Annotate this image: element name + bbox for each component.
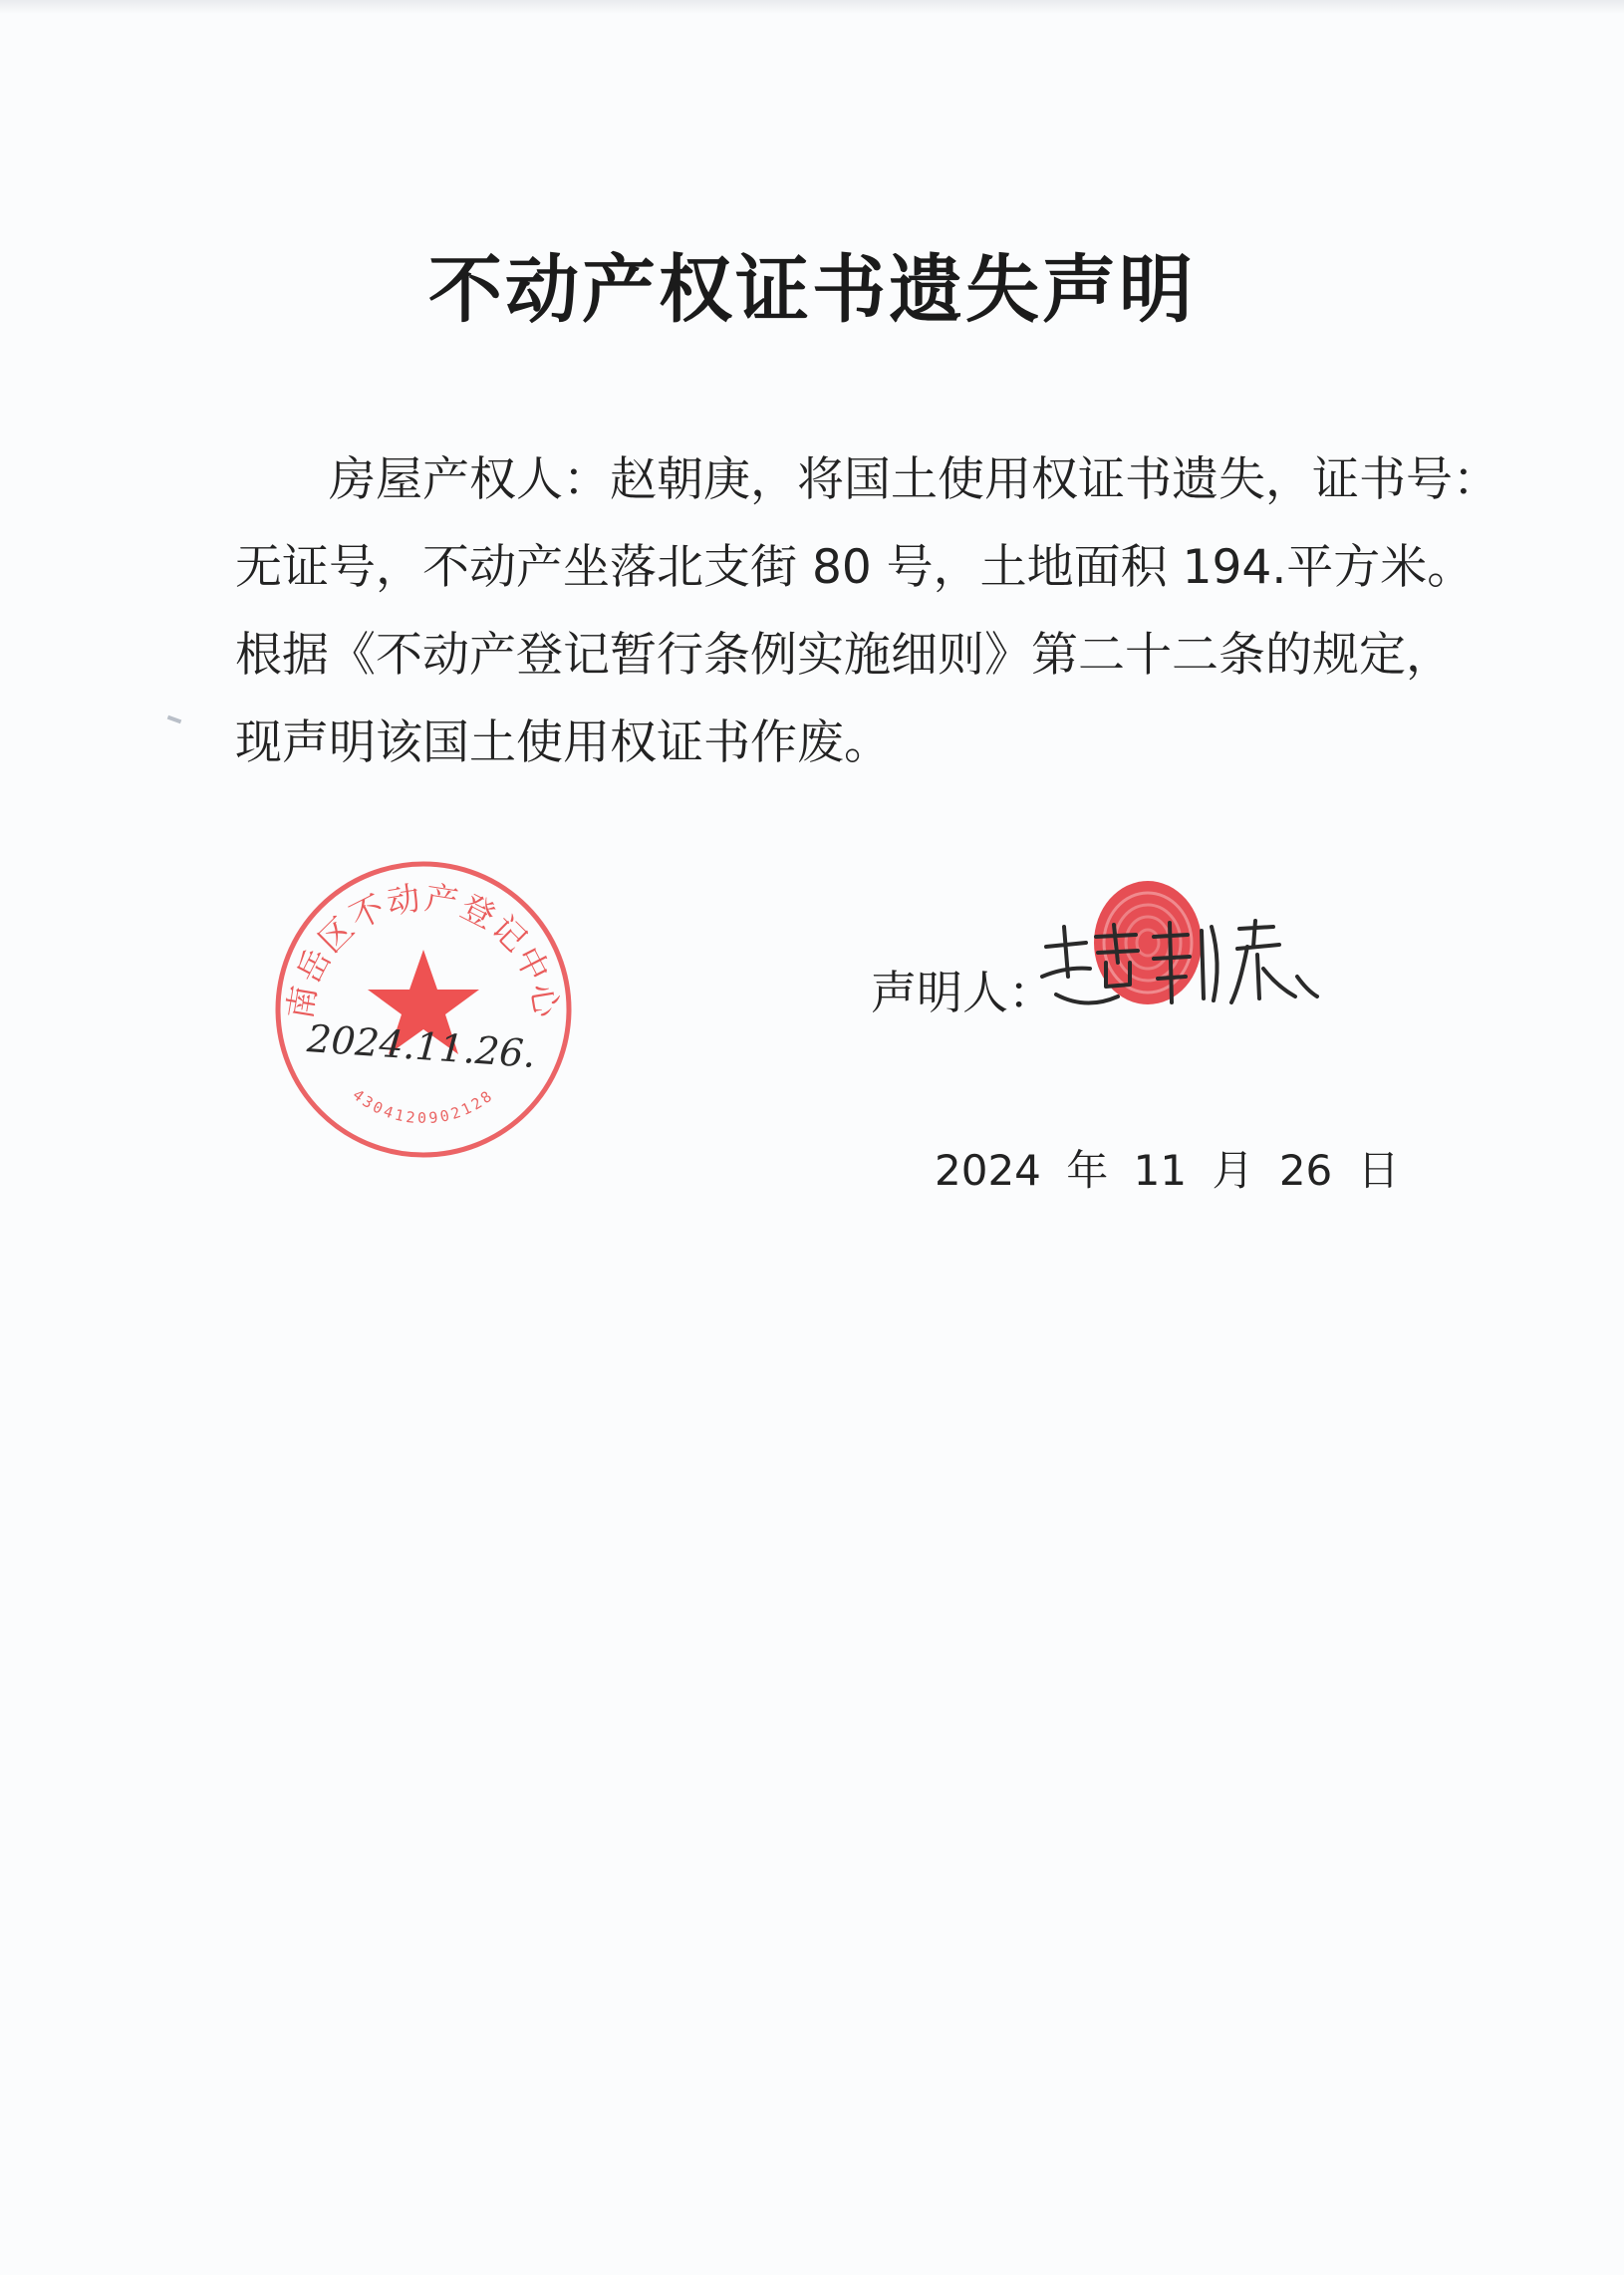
declaration-body — [235, 436, 1499, 787]
svg-text:4304120902128 — [350, 1086, 498, 1128]
official-seal — [269, 855, 578, 1164]
date-day: 26 — [1278, 1146, 1333, 1195]
date-day-unit: 日 — [1357, 1146, 1400, 1195]
date-year: 2024 — [935, 1146, 1041, 1195]
handwritten-signature — [1026, 907, 1325, 1036]
scan-top-edge — [0, 0, 1624, 14]
body-line: 现声明该国土使用权证书作废。 — [235, 715, 891, 770]
declaration-date — [935, 1138, 1412, 1198]
body-line: 无证号，不动产坐落北支街 80 号，土地面积 194.平方米。 — [235, 540, 1475, 595]
body-line: 根据《不动产登记暂行条例实施细则》第二十二条的规定， — [235, 628, 1453, 683]
scan-artifact — [167, 715, 182, 724]
page-title: 不动产权证书遗失声明 — [428, 247, 1196, 333]
date-year-unit: 年 — [1066, 1146, 1109, 1195]
seal-handwritten-date: 2024.11.26. — [305, 1016, 537, 1076]
seal-code: 4304120902128 — [349, 1085, 498, 1128]
date-month-unit: 月 — [1212, 1146, 1254, 1195]
body-line: 房屋产权人：赵朝庚，将国土使用权证书遗失，证书号： — [329, 452, 1499, 507]
seal-name: 南岳区不动产登记中心 — [280, 877, 567, 1022]
date-month: 11 — [1133, 1146, 1188, 1195]
declarant-label: 声明人： — [871, 966, 1054, 1019]
